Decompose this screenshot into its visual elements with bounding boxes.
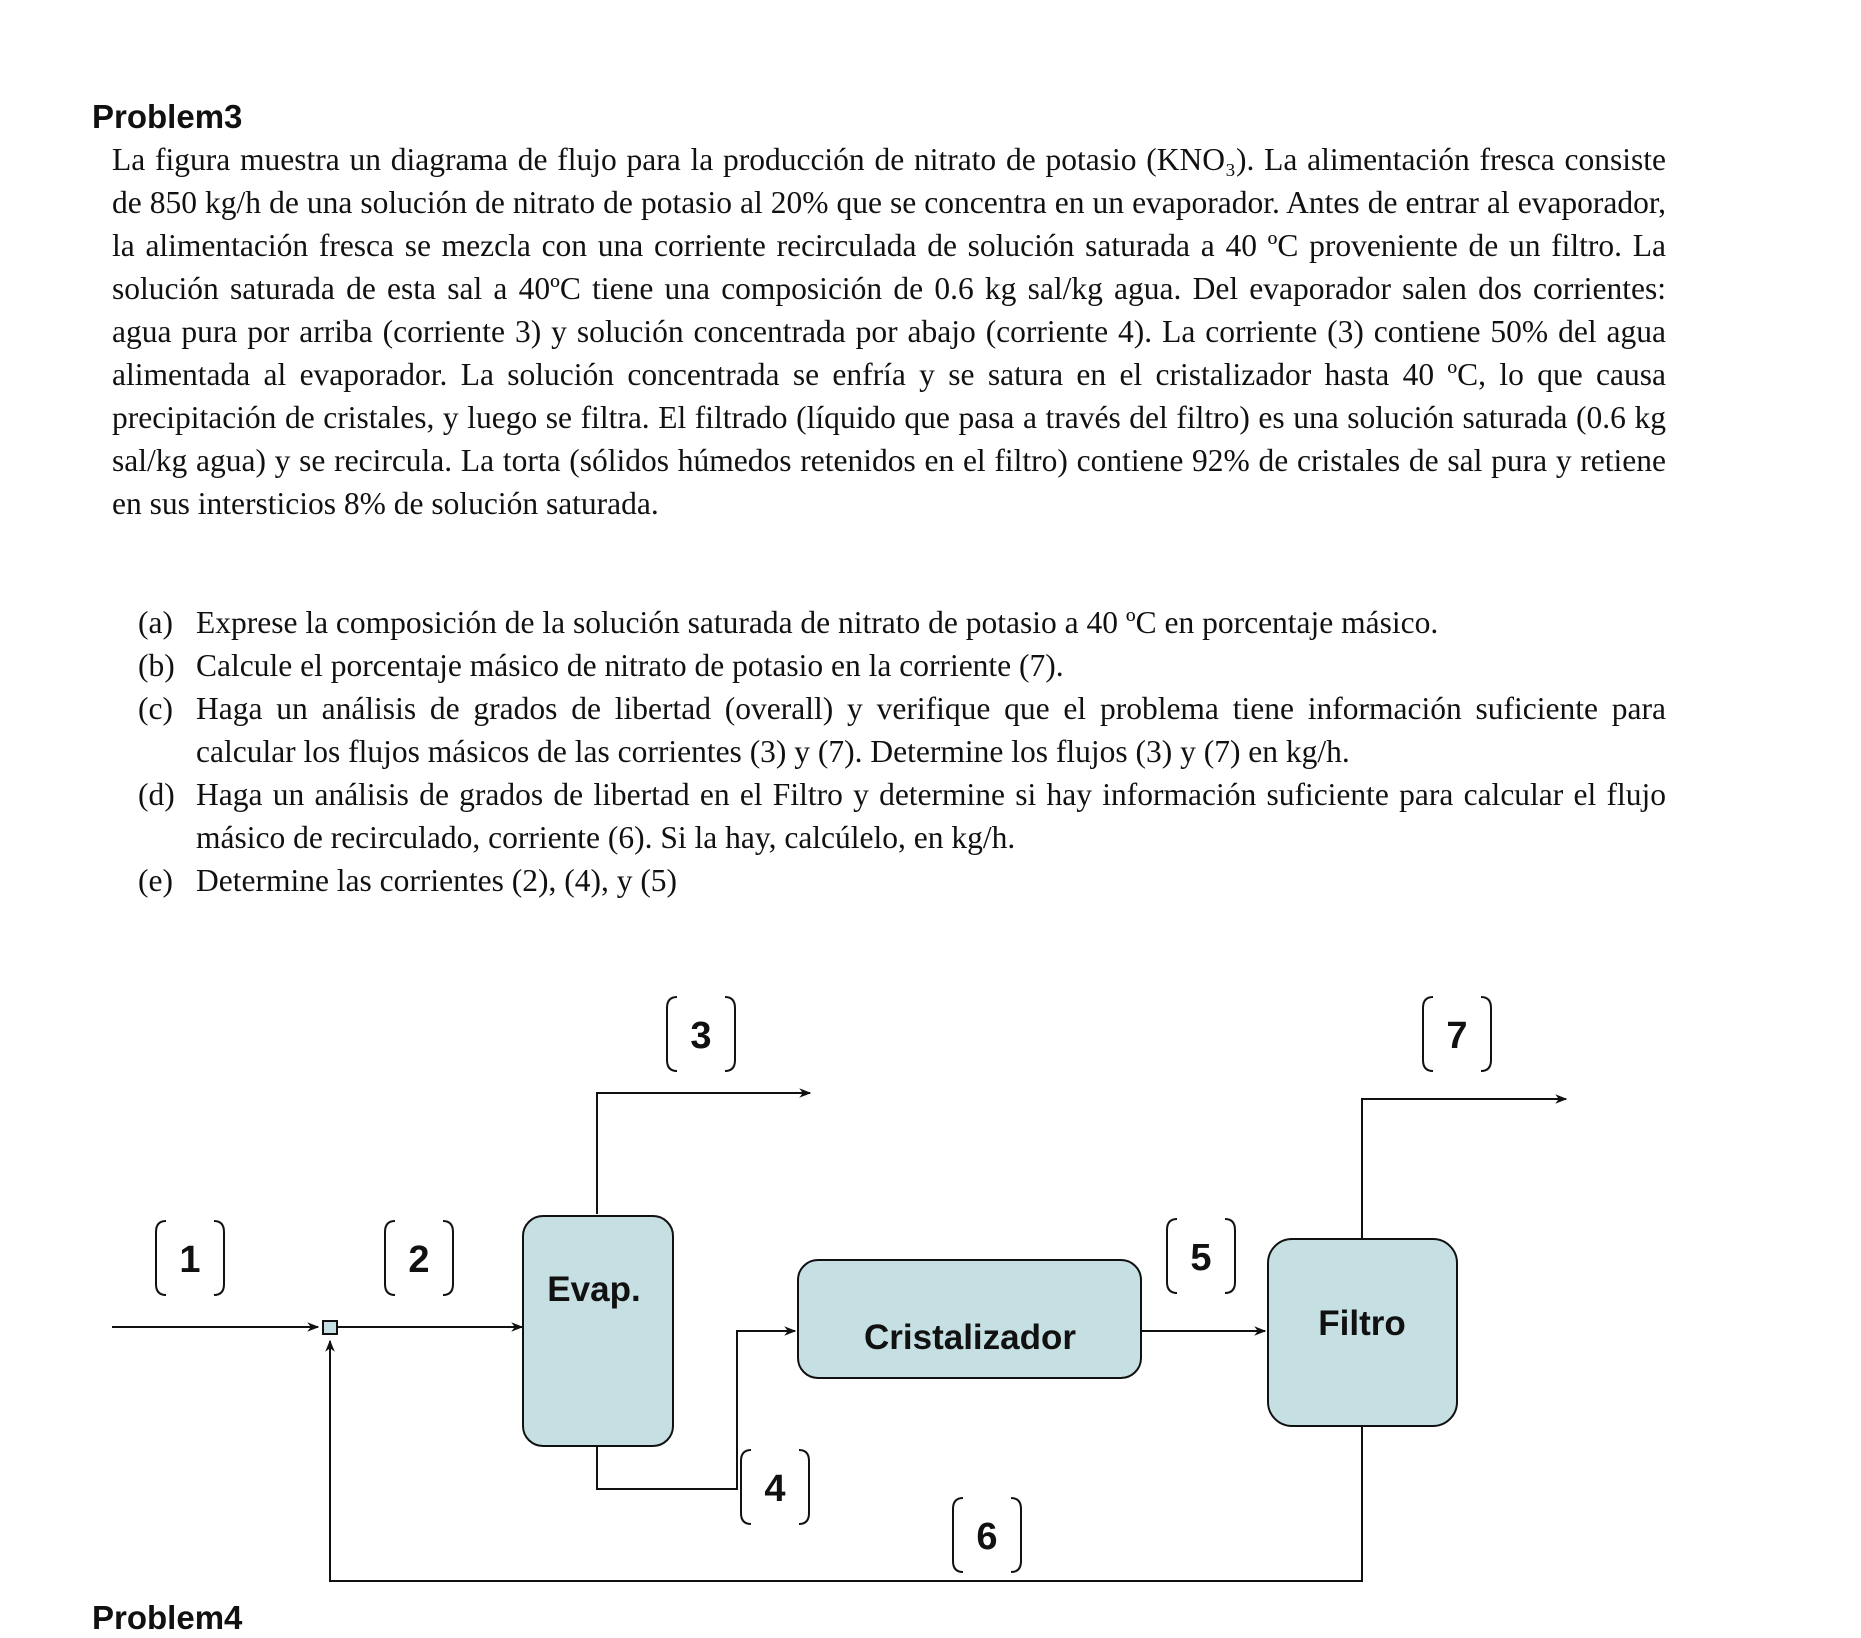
evaporator-unit <box>523 1216 673 1446</box>
stream-3-label <box>667 997 735 1071</box>
evaporator-box <box>523 1216 673 1446</box>
question-text: Calcule el porcentaje másico de nitrato de potasio en la corriente (7). <box>196 648 1064 683</box>
stream-1-label <box>156 1221 224 1295</box>
question-label: (c) <box>138 691 173 726</box>
svg-text:7: 7 <box>1446 1015 1468 1057</box>
filter-unit <box>1268 1239 1457 1426</box>
svg-text:5: 5 <box>1190 1237 1212 1279</box>
problem-statement: La figura muestra un diagrama de flujo para la producción de nitrato de potasio (KNO₃). La alimentación fresca consiste de 850 kg/h de una solución de nitrato de potasio al 20% que se concentra en un evaporador. Antes de entrar al evaporador, la alimentación fresca se mezcla con una corriente recirculada de solución saturada a 40 ºC proveniente de un filtro. La solución saturada de esta sal a 40ºC tiene una composición de 0.6 kg sal/kg agua. Del evaporador salen dos corrientes: agua pura por arriba (corriente 3) y solución concentrada por abajo (corriente 4). La corriente (3) contiene 50% del agua alimentada al evaporador. La solución concentrada se enfría y se satura en el cristalizador hasta 40 ºC, lo que causa precipitación de cristales, y luego se filtra. El filtrado (líquido que pasa a través del filtro) es una solución saturada (0.6 kg sal/kg agua) y se recircula. La torta (sólidos húmedos retenidos en el filtro) contiene 92% de cristales de sal pura y retiene en sus intersticios 8% de solución saturada. <box>112 142 1666 521</box>
stream-3-line <box>597 1093 810 1214</box>
stream-7-line <box>1362 1099 1566 1238</box>
svg-text:1: 1 <box>179 1239 201 1281</box>
question-text: Determine las corrientes (2), (4), y (5) <box>196 863 678 898</box>
question-text: Exprese la composición de la solución saturada de nitrato de potasio a 40 ºC en porcentaje másico. <box>196 605 1439 640</box>
question-label: (a) <box>138 605 173 640</box>
problem-title: Problem3 <box>92 98 243 135</box>
stream-4-label <box>741 1450 809 1524</box>
question-label: (e) <box>138 863 173 898</box>
question-text: Haga un análisis de grados de libertad en el Filtro y determine si hay información suficiente para calcular el flujo másico de recirculado, corriente (6). Si la hay, calcúlelo, en kg/h. <box>196 777 1666 855</box>
question-label: (b) <box>138 648 175 683</box>
svg-text:4: 4 <box>764 1468 786 1510</box>
stream-6-label <box>953 1498 1021 1572</box>
question-e <box>138 859 1666 902</box>
question-c <box>138 687 1666 773</box>
evaporator-label: Evap. <box>547 1270 641 1309</box>
svg-text:3: 3 <box>690 1015 712 1057</box>
question-label: (d) <box>138 777 175 812</box>
svg-text:6: 6 <box>976 1516 998 1558</box>
question-text: Haga un análisis de grados de libertad (overall) y verifique que el problema tiene información suficiente para calcular los flujos másicos de las corrientes (3) y (7). Determine los flujos (3) y (7) en kg/h. <box>196 691 1666 769</box>
svg-text:2: 2 <box>408 1239 430 1281</box>
question-b <box>138 644 1666 687</box>
mixer-node <box>323 1321 337 1334</box>
question-list <box>138 601 1666 902</box>
stream-2-label <box>385 1221 453 1295</box>
crystallizer-label: Cristalizador <box>864 1318 1076 1357</box>
next-problem-title: Problem4 <box>92 1599 243 1636</box>
stream-7-label <box>1423 997 1491 1071</box>
question-d <box>138 773 1666 859</box>
stream-5-label <box>1167 1219 1235 1293</box>
crystallizer-unit <box>798 1260 1141 1378</box>
filter-label: Filtro <box>1318 1304 1406 1343</box>
question-a <box>138 601 1666 644</box>
flow-diagram <box>0 970 1861 1590</box>
